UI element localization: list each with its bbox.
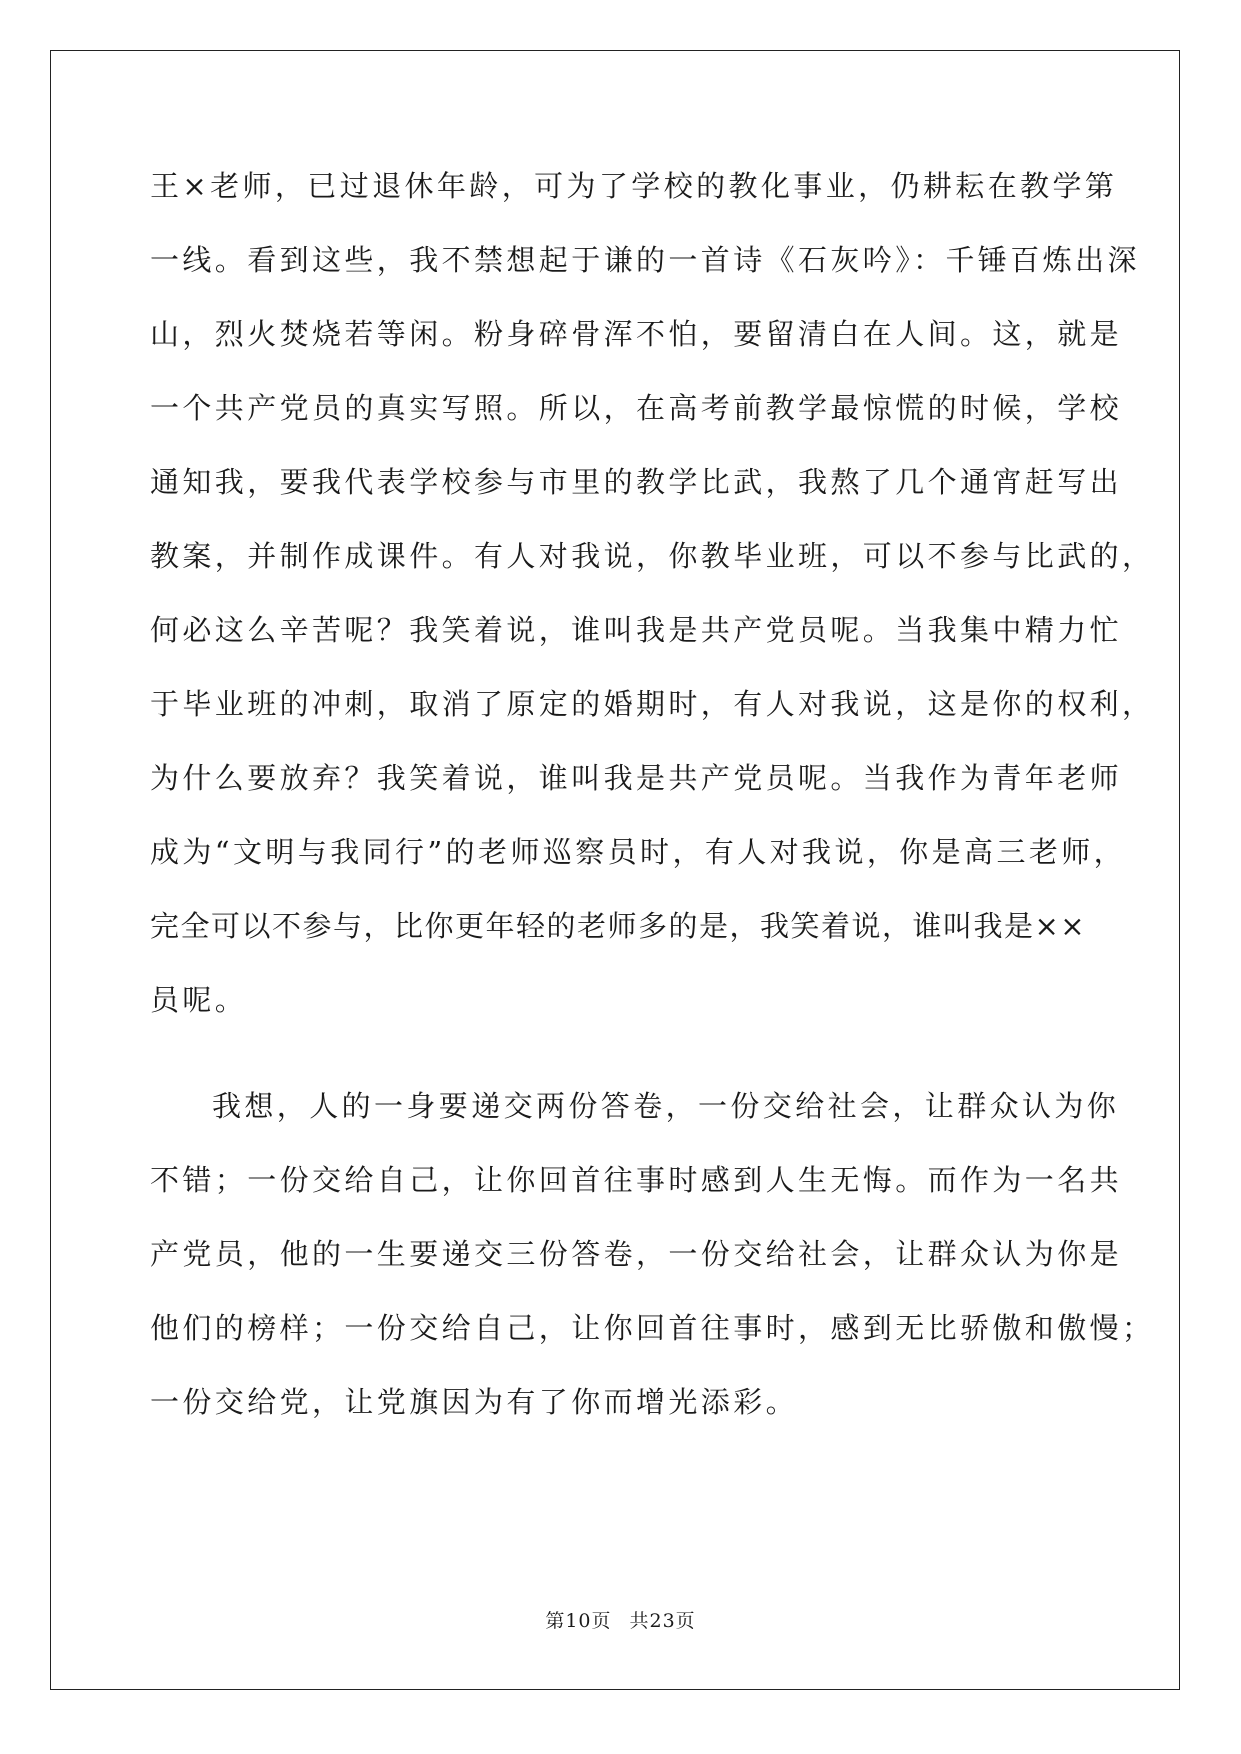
page-footer	[0, 1606, 1241, 1633]
text-line: 我想，人的一身要递交两份答卷，一份交给社会，让群众认为你	[212, 1089, 1120, 1123]
paragraph-1	[150, 160, 1155, 1048]
page-total: 共23页	[629, 1610, 696, 1632]
text-line: 不错；一份交给自己，让你回首往事时感到人生无悔。而作为一名共	[150, 1163, 1123, 1197]
page-number: 第10页	[545, 1610, 612, 1632]
text-line: 一线。看到这些，我不禁想起于谦的一首诗《石灰吟》：千锤百炼出深	[150, 243, 1140, 277]
text-line: 一份交给党，让党旗因为有了你而增光添彩。	[150, 1385, 799, 1419]
text-line: 于毕业班的冲刺，取消了原定的婚期时，有人对我说，这是你的权利，	[150, 687, 1155, 721]
text-line: 何必这么辛苦呢？我笑着说，谁叫我是共产党员呢。当我集中精力忙	[150, 613, 1123, 647]
text-line: 教案，并制作成课件。有人对我说，你教毕业班，可以不参与比武的，	[150, 539, 1155, 573]
text-line: 产党员，他的一生要递交三份答卷，一份交给社会，让群众认为你是	[150, 1237, 1123, 1271]
paragraph-2	[150, 1080, 1155, 1450]
text-line: 为什么要放弃？我笑着说，谁叫我是共产党员呢。当我作为青年老师	[150, 761, 1123, 795]
text-line: 王×老师，已过退休年龄，可为了学校的教化事业，仍耕耘在教学第	[150, 169, 1118, 203]
text-line: 完全可以不参与，比你更年轻的老师多的是，我笑着说，谁叫我是××	[150, 909, 1087, 943]
text-line: 成为“文明与我同行”的老师巡察员时，有人对我说，你是高三老师，	[150, 835, 1127, 869]
text-line: 山，烈火焚烧若等闲。粉身碎骨浑不怕，要留清白在人间。这，就是	[150, 317, 1123, 351]
document-body	[150, 160, 1155, 1450]
text-line: 员呢。	[150, 983, 248, 1017]
text-line: 一个共产党员的真实写照。所以，在高考前教学最惊慌的时候，学校	[150, 391, 1123, 425]
text-line: 他们的榜样；一份交给自己，让你回首往事时，感到无比骄傲和傲慢；	[150, 1311, 1155, 1345]
text-line: 通知我，要我代表学校参与市里的教学比武，我熬了几个通宵赶写出	[150, 465, 1123, 499]
